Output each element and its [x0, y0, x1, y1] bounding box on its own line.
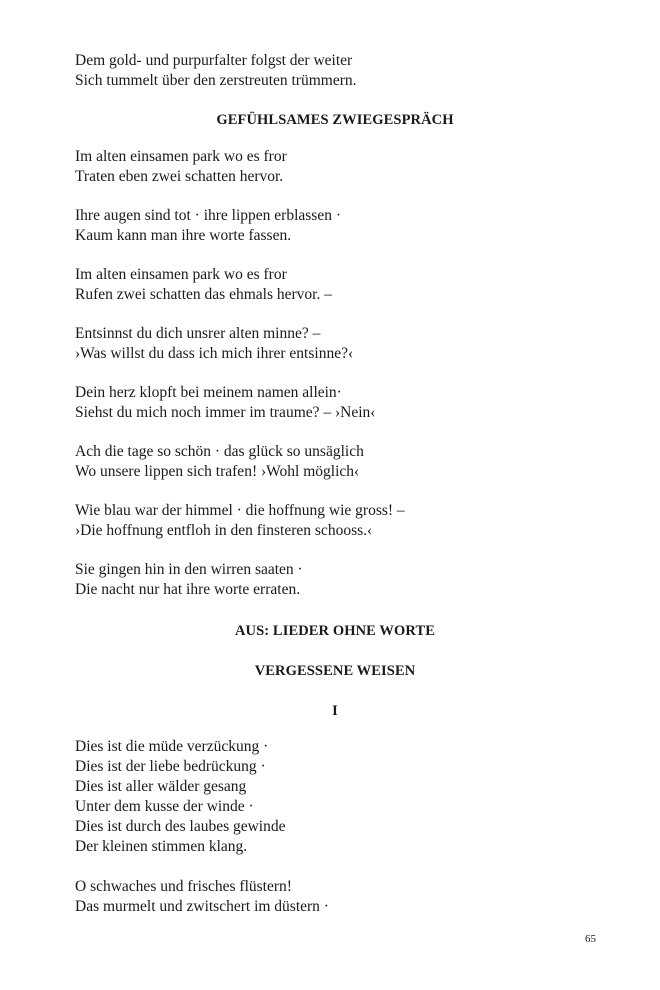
- section-title: AUS: LIEDER OHNE WORTE: [234, 623, 436, 639]
- intro-stanza: [75, 51, 595, 91]
- verse-line: Ihre augen sind tot · ihre lippen erblassen ·: [75, 207, 341, 224]
- poem-title: GEFÜHLSAMES ZWIEGESPRÄCH: [216, 112, 454, 128]
- verse-line: ›Die hoffnung entfloh in den finsteren schooss.‹: [75, 522, 373, 539]
- stanza: [75, 383, 595, 423]
- verse-line: Die nacht nur hat ihre worte erraten.: [75, 581, 301, 598]
- stanza: [75, 442, 595, 482]
- stanza: [75, 877, 595, 917]
- stanza: [75, 265, 595, 305]
- stanza: [75, 501, 595, 541]
- verse-line: Sich tummelt über den zerstreuten trümmern.: [75, 72, 357, 89]
- verse-line: Dies ist durch des laubes gewinde: [75, 818, 286, 835]
- verse-line: Dein herz klopft bei meinem namen allein·: [75, 384, 342, 401]
- stanza: [75, 560, 595, 600]
- verse-line: Im alten einsamen park wo es fror: [75, 148, 287, 165]
- verse-line: Dies ist aller wälder gesang: [75, 778, 247, 795]
- verse-line: Der kleinen stimmen klang.: [75, 838, 248, 855]
- verse-line: Ach die tage so schön · das glück so unsäglich: [75, 443, 364, 460]
- verse-line: Wie blau war der himmel · die hoffnung wie gross! –: [75, 502, 405, 519]
- verse-line: Dem gold- und purpurfalter folgst der weiter: [75, 52, 353, 69]
- verse-line: Wo unsere lippen sich trafen! ›Wohl möglich‹: [75, 463, 360, 480]
- stanza: [75, 206, 595, 246]
- verse-line: O schwaches und frisches flüstern!: [75, 878, 292, 895]
- poem-numeral: I: [332, 703, 338, 719]
- verse-line: Das murmelt und zwitschert im düstern ·: [75, 898, 329, 915]
- stanza: [75, 324, 595, 364]
- verse-line: Sie gingen hin in den wirren saaten ·: [75, 561, 303, 578]
- section-subtitle: VERGESSENE WEISEN: [254, 663, 416, 679]
- verse-line: ›Was willst du dass ich mich ihrer entsinne?‹: [75, 345, 354, 362]
- page-content: [75, 51, 595, 936]
- verse-line: Dies ist der liebe bedrückung ·: [75, 758, 266, 775]
- verse-line: Traten eben zwei schatten hervor.: [75, 168, 284, 185]
- verse-line: Rufen zwei schatten das ehmals hervor. –: [75, 286, 332, 303]
- verse-line: Entsinnst du dich unsrer alten minne? –: [75, 325, 321, 342]
- verse-line: Siehst du mich noch immer im traume? – ›Nein‹: [75, 404, 376, 421]
- page-number: 65: [585, 933, 596, 945]
- stanza: [75, 737, 595, 857]
- stanza: [75, 147, 595, 187]
- verse-line: Im alten einsamen park wo es fror: [75, 266, 287, 283]
- verse-line: Dies ist die müde verzückung ·: [75, 738, 269, 755]
- verse-line: Kaum kann man ihre worte fassen.: [75, 227, 292, 244]
- verse-line: Unter dem kusse der winde ·: [75, 798, 254, 815]
